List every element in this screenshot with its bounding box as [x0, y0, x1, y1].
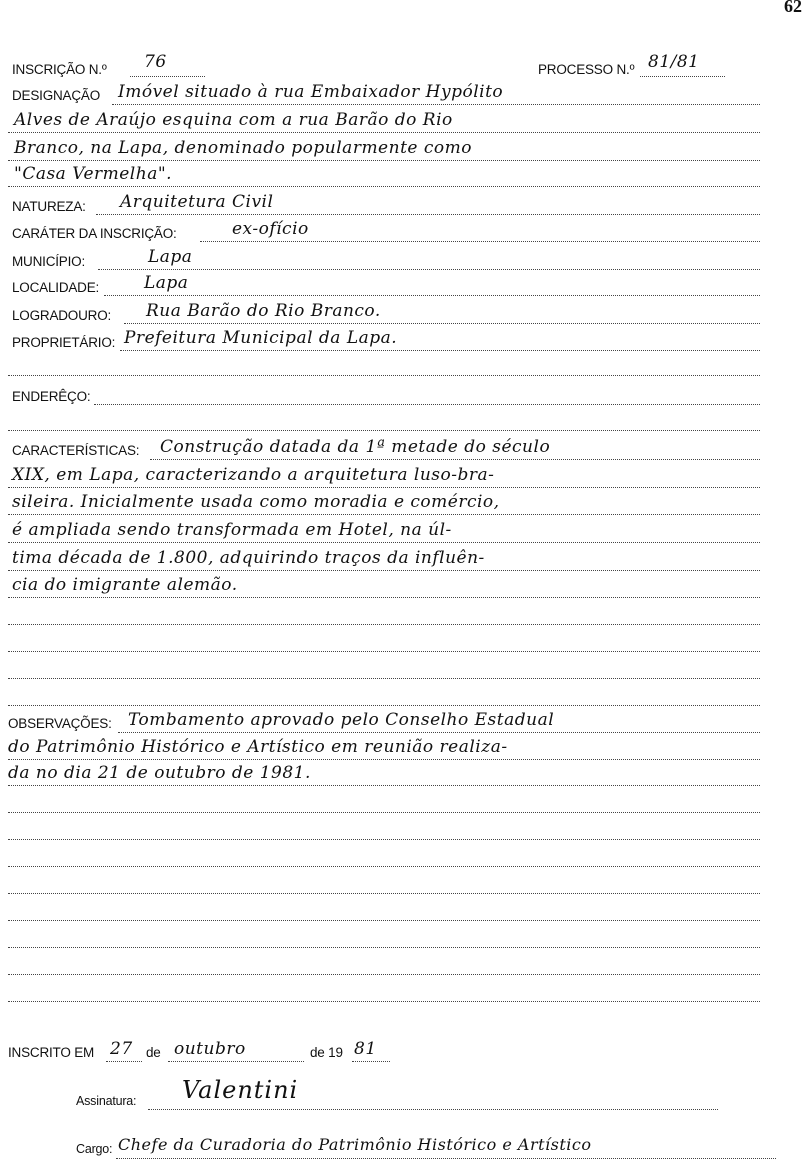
designacao-line-3 — [8, 160, 760, 161]
localidade-line — [104, 295, 760, 296]
page-number: 62 — [784, 0, 802, 16]
logradouro-line — [124, 323, 760, 324]
caracteristicas-line-9 — [8, 678, 760, 679]
caracteristicas-line-3 — [8, 514, 760, 515]
processo-dotted-line — [640, 76, 725, 77]
caracteristicas-label: CARACTERÍSTICAS: — [12, 443, 140, 458]
observacoes-text-3: da no dia 21 de outubro de 1981. — [8, 763, 311, 783]
cargo-label: Cargo: — [76, 1142, 113, 1156]
processo-number: 81/81 — [648, 52, 700, 72]
observacoes-line-1 — [118, 732, 760, 733]
observacoes-line-6 — [8, 866, 760, 867]
caracteristicas-line-4 — [8, 542, 760, 543]
caracteristicas-text-2: XIX, em Lapa, caracterizando a arquitetura luso-bra- — [12, 465, 495, 485]
logradouro-value: Rua Barão do Rio Branco. — [146, 301, 381, 321]
natureza-value: Arquitetura Civil — [120, 192, 274, 212]
cargo-value: Chefe da Curadoria do Patrimônio Histórico e Artístico — [118, 1135, 592, 1154]
observacoes-line-5 — [8, 839, 760, 840]
proprietario-label: PROPRIETÁRIO: — [12, 335, 116, 350]
designacao-line-4 — [8, 186, 760, 187]
caracteristicas-line-2 — [8, 487, 760, 488]
handwritten-signature: Valentini — [182, 1076, 299, 1104]
designacao-line-2 — [8, 132, 760, 133]
natureza-line — [96, 214, 760, 215]
carater-value: ex-ofício — [232, 219, 309, 239]
observacoes-text-2: do Patrimônio Histórico e Artístico em reunião realiza- — [8, 737, 508, 757]
caracteristicas-line-1 — [150, 459, 760, 460]
caracteristicas-text-3: sileira. Inicialmente usada como moradia e comércio, — [12, 492, 500, 512]
localidade-label: LOCALIDADE: — [12, 280, 100, 295]
inscrito-day: 27 — [110, 1039, 133, 1059]
caracteristicas-line-8 — [8, 651, 760, 652]
assinatura-label: Assinatura: — [76, 1094, 137, 1108]
observacoes-line-4 — [8, 812, 760, 813]
carater-line — [200, 241, 760, 242]
logradouro-label: LOGRADOURO: — [12, 308, 112, 323]
designacao-text-1: Imóvel situado à rua Embaixador Hypólito — [118, 82, 504, 102]
caracteristicas-text-1: Construção datada da 1ª metade do século — [160, 437, 551, 457]
natureza-label: NATUREZA: — [12, 199, 86, 214]
inscrito-label: INSCRITO EM — [8, 1045, 95, 1060]
endereco-line — [94, 404, 760, 405]
assinatura-line — [148, 1109, 718, 1110]
caracteristicas-line-6 — [8, 597, 760, 598]
inscricao-label: INSCRIÇÃO N.º — [12, 62, 107, 77]
inscricao-dotted-line — [130, 76, 205, 77]
inscrito-month-line — [168, 1061, 304, 1062]
designacao-text-3: Branco, na Lapa, denominado popularmente como — [14, 138, 472, 158]
designacao-text-4: "Casa Vermelha". — [14, 164, 173, 184]
caracteristicas-line-7 — [8, 624, 760, 625]
inscrito-month: outubro — [174, 1039, 246, 1059]
processo-label: PROCESSO N.º — [538, 62, 635, 77]
observacoes-line-8 — [8, 920, 760, 921]
observacoes-text-1: Tombamento aprovado pelo Conselho Estadual — [128, 710, 555, 730]
inscrito-de-label: de — [146, 1045, 161, 1060]
designacao-text-2: Alves de Araújo esquina com a rua Barão do Rio — [14, 110, 453, 130]
observacoes-line-3 — [8, 785, 760, 786]
observacoes-line-10 — [8, 974, 760, 975]
endereco-label: ENDERÊÇO: — [12, 389, 91, 404]
designacao-line-1 — [112, 104, 760, 105]
inscrito-year-line — [352, 1061, 390, 1062]
proprietario-line-extra — [8, 375, 760, 376]
inscrito-de-19-label: de 19 — [310, 1045, 343, 1060]
inscrito-year: 81 — [354, 1039, 377, 1059]
caracteristicas-text-6: cia do imigrante alemão. — [12, 575, 238, 595]
caracteristicas-text-5: tima década de 1.800, adquirindo traços da influên- — [12, 548, 485, 568]
municipio-line — [98, 269, 760, 270]
municipio-value: Lapa — [148, 247, 193, 267]
inscrito-day-line — [106, 1061, 142, 1062]
caracteristicas-text-4: é ampliada sendo transformada em Hotel, na úl- — [12, 520, 452, 540]
carater-label: CARÁTER DA INSCRIÇÃO: — [12, 226, 177, 241]
designacao-label: DESIGNAÇÃO — [12, 88, 101, 103]
caracteristicas-line-5 — [8, 570, 760, 571]
observacoes-label: OBSERVAÇÕES: — [8, 716, 112, 731]
municipio-label: MUNICÍPIO: — [12, 254, 86, 269]
caracteristicas-line-10 — [8, 705, 760, 706]
cargo-line — [116, 1158, 776, 1159]
endereco-line-extra — [8, 430, 760, 431]
observacoes-line-2 — [8, 759, 760, 760]
observacoes-line-11 — [8, 1001, 760, 1002]
proprietario-value: Prefeitura Municipal da Lapa. — [124, 328, 398, 348]
observacoes-line-7 — [8, 893, 760, 894]
localidade-value: Lapa — [144, 273, 189, 293]
inscricao-number: 76 — [144, 52, 167, 72]
proprietario-line — [120, 350, 760, 351]
observacoes-line-9 — [8, 947, 760, 948]
